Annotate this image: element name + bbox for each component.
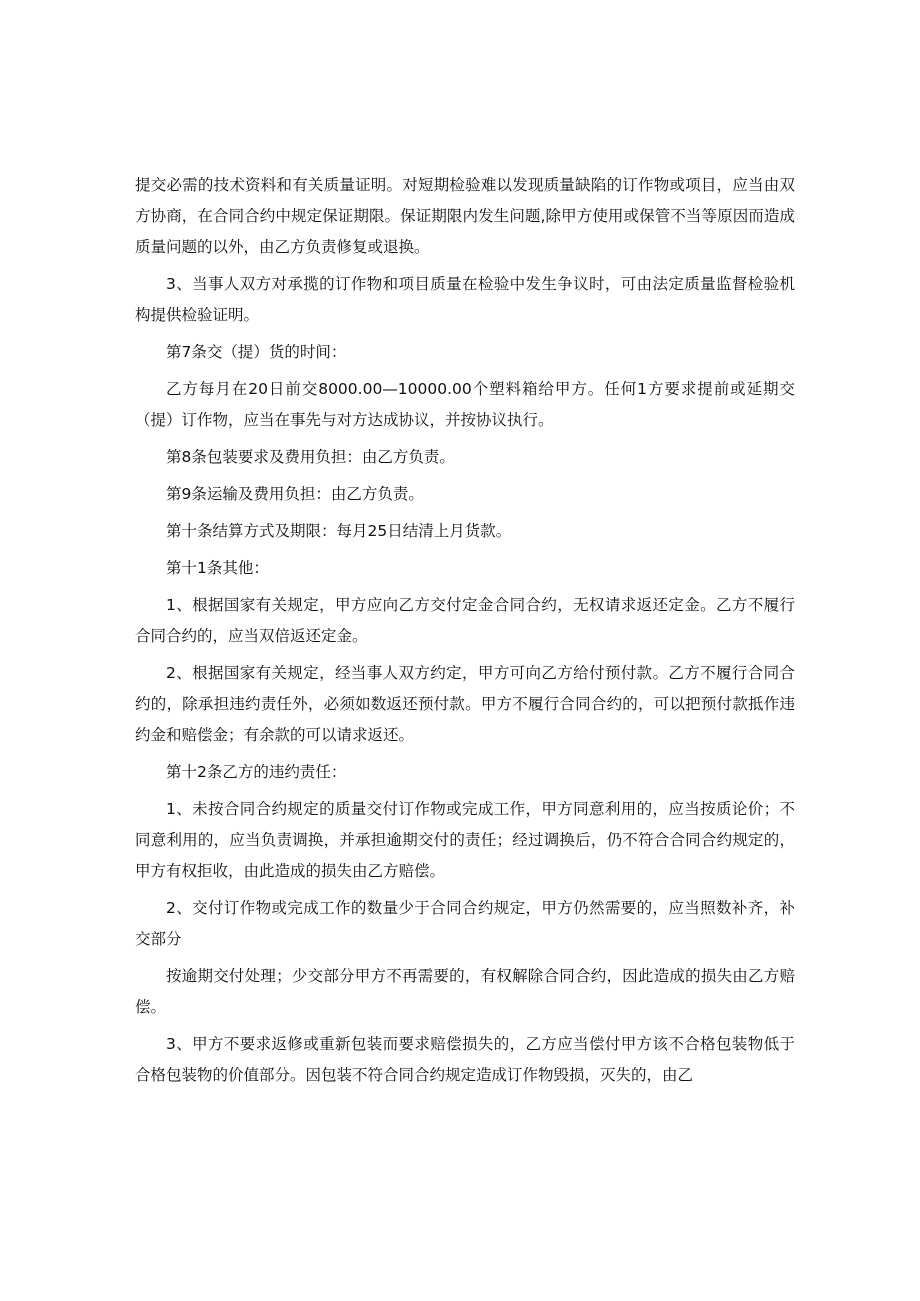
paragraph-late-delivery-handling: 按逾期交付处理；少交部分甲方不再需要的，有权解除合同合约，因此造成的损失由乙方赔偿。 <box>135 967 795 1016</box>
paragraph-packaging-compensation: 3、甲方不要求返修或重新包装而要求赔偿损失的，乙方应当偿付甲方该不合格包装物低于合格包装物的价值部分。因包装不符合同合约规定造成订作物毁损，灭失的，由乙 <box>135 1035 795 1084</box>
article-9-transport: 第9条运输及费用负担：由乙方负责。 <box>166 485 424 503</box>
paragraph-quantity-shortfall: 2、交付订作物或完成工作的数量少于合同合约规定，甲方仍然需要的，应当照数补齐，补交部分 <box>135 899 795 948</box>
paragraph-prepayment: 2、根据国家有关规定，经当事人双方约定，甲方可向乙方给付预付款。乙方不履行合同合约的，除承担违约责任外，必须如数返还预付款。甲方不履行合同合约的，可以把预付款抵作违约金和赔偿金；有余款的可以请求返还。 <box>135 664 795 744</box>
paragraph-deposit: 1、根据国家有关规定，甲方应向乙方交付定金合同合约，无权请求返还定金。乙方不履行合同合约的，应当双倍返还定金。 <box>135 596 795 645</box>
paragraph-quality-breach: 1、未按合同合约规定的质量交付订作物或完成工作，甲方同意利用的，应当按质论价；不同意利用的，应当负责调换，并承担逾期交付的责任；经过调换后，仍不符合合同合约规定的，甲方有权拒收，由此造成的损失由乙方赔偿。 <box>135 800 795 880</box>
paragraph-delivery-schedule: 乙方每月在20日前交8000.00—10000.00个塑料箱给甲方。任何1方要求提前或延期交（提）订作物，应当在事先与对方达成协议，并按协议执行。 <box>135 380 795 429</box>
article-12-heading: 第十2条乙方的违约责任： <box>166 763 347 781</box>
article-10-settlement: 第十条结算方式及期限：每月25日结清上月货款。 <box>166 522 512 540</box>
document-body <box>135 170 795 1097</box>
paragraph-quality-certificate-continuation: 提交必需的技术资料和有关质量证明。对短期检验难以发现质量缺陷的订作物或项目，应当由双方协商，在合同合约中规定保证期限。保证期限内发生问题,除甲方使用或保管不当等原因而造成质量问题的以外，由乙方负责修复或退换。 <box>135 176 795 256</box>
article-8-packaging: 第8条包装要求及费用负担：由乙方负责。 <box>166 448 455 466</box>
article-11-heading: 第十1条其他： <box>166 559 269 577</box>
paragraph-quality-dispute: 3、当事人双方对承揽的订作物和项目质量在检验中发生争议时，可由法定质量监督检验机构提供检验证明。 <box>135 275 795 324</box>
article-7-heading: 第7条交（提）货的时间： <box>166 343 347 361</box>
